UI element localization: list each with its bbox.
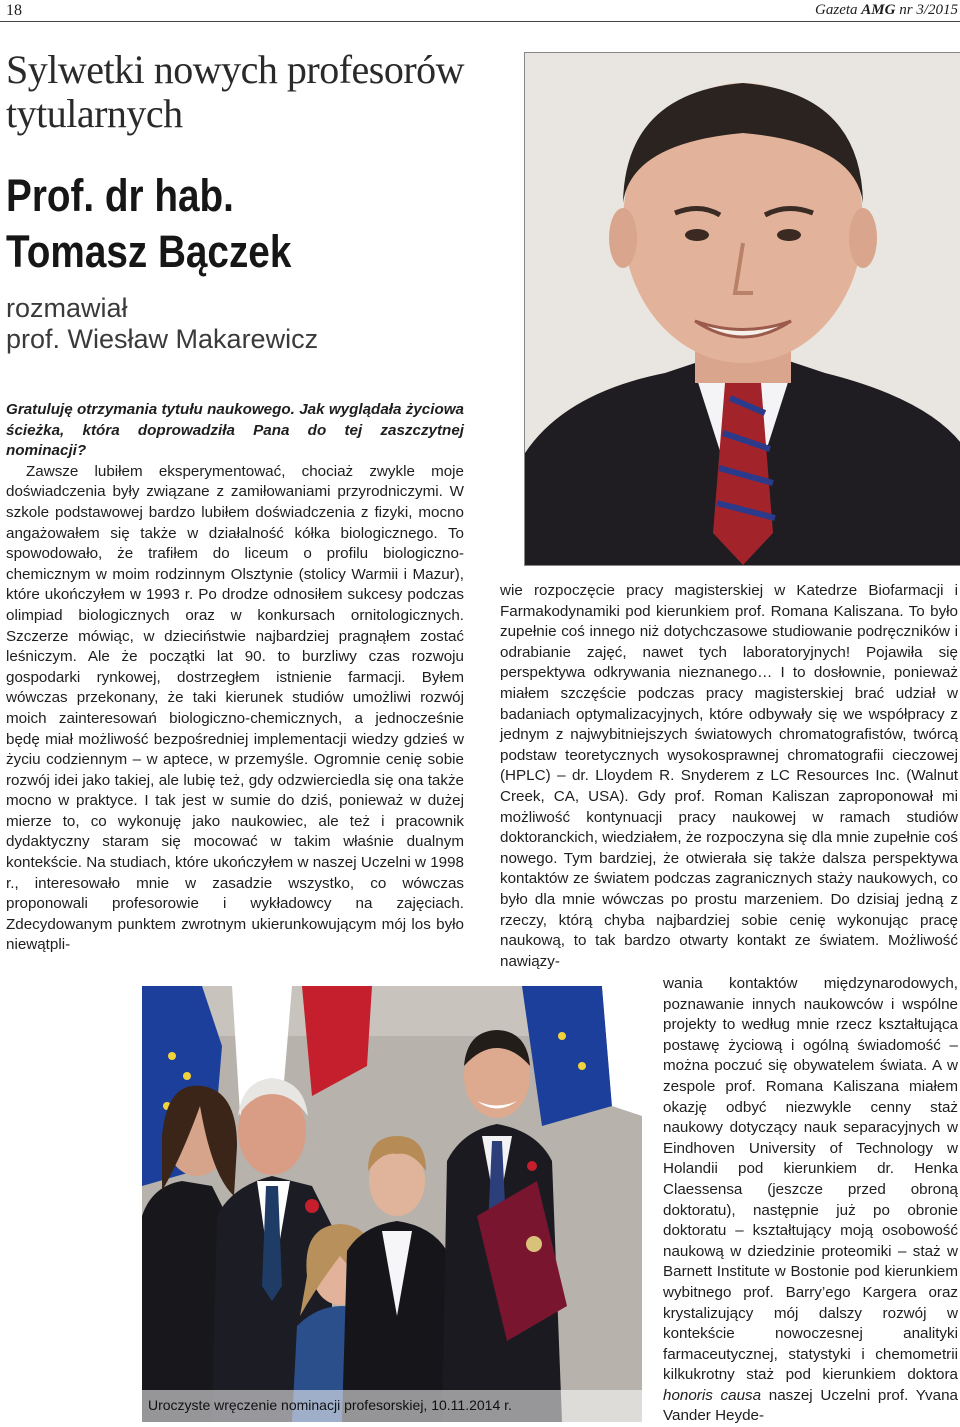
answer-continued: wie rozpoczęcie pracy magisterskiej w Katedrze Biofarmacji i Farmakodynamiki pod kierunkiem prof. Romana Kaliszana. To było zupełnie coś innego niż dotychczasowe studiowanie podręczników i odrabianie zajęć, nawet tych laboratoryjnych! Pojawiła się perspektywa odkrywania nieznanego… I to dosłownie, ponieważ miałem szczęście podczas pracy magisterskiej brać udział w badaniach optymalizacyjnych, które odbywały się we współpracy z jednym z najwybitniejszych światowych chromatografistów, twórcą podstaw teoretycznych wysokosprawnej chromatografii cieczowej (HPLC) – dr. Lloydem R. Snyderem z LC Resources Inc. (Walnut Creek, CA, USA). Gdy prof. Roman Kaliszan zaproponował mi możliwość kontynuacji pracy naukowej w ramach studiów doktoranckich, wiedziałem, że rozpoczyna się dla mnie zupełnie coś nowego. Tym bardziej, że otwierała się także dalsza perspektywa kontaktów ze światem podczas zagranicznych staży naukowych, co było dla mnie wówczas po prostu marzeniem. Do dzisiaj jedną z rzeczy, którą chyba najbardziej sobie cenię wykonując pracę naukową, to tak bardzo otwarty kontakt ze światem. Możliwość nawiązy-	[500, 582, 958, 970]
page-number: 18	[6, 2, 22, 19]
article-column-middle	[500, 581, 958, 972]
group-photo-illustration	[142, 986, 642, 1422]
journal-name: Gazeta AMG nr 3/2015	[815, 2, 958, 18]
page-header	[0, 0, 960, 22]
professor-name: Prof. dr hab. Tomasz Bączek	[6, 170, 292, 277]
interview-question: Gratuluję otrzymania tytułu naukowego. Jak wyglądała życiowa ścieżka, która doprowadziła Pana do tej zaszczytnej nominacji?	[6, 401, 464, 460]
answer-paragraph: Zawsze lubiłem eksperymentować, chociaż zwykle moje doświadczenia były związane z zamiłowaniami przyrodniczymi. W szkole podstawowej bardzo lubiłem doświadczenia z fizyki, mocno angażowałem się także w działalność kółka biologicznego. To spowodowało, że trafiłem do liceum o profilu biologiczno-chemicznym w moim rodzinnym Olsztynie (stolicy Warmii i Mazur), które ukończyłem w 1993 r. Po drodze odnosiłem sukcesy podczas olimpiad biologicznych oraz w konkursach ornitologicznych. Szczerze mówiąc, w dzieciństwie najbardziej pragnąłem zostać leśniczym. Ale że początki lat 90. to burzliwy czas rozwoju gospodarki rynkowej, dostrzegłem istnienie farmacji. Byłem wówczas przekonany, że taki kierunek studiów umożliwi rozwój moich zainteresowań biologiczno-chemicznych, a jednocześnie będę miał możliwość bezpośredniej implementacji wiedzy gdzieś w życiu codziennym – w aptece, w przemyśle. Ogromnie cenię sobie rozwój idei jako takiej, ale lubię też, gdy odzwierciedla się ona także mocno w praktyce. I tak jest w sumie do dziś, ponieważ w dużej mierze to, co wykonuję jako naukowiec, ale też i pracownik dydaktyczny staram się mocować w takim właśnie dualnym kontekście. Na studiach, które ukończyłem w naszej Uczelni w 1998 r., interesowało mnie w zasadzie wszystko, co wówczas proponowali profesorowie i wykładowcy na zajęciach. Zdecydowanym punktem zwrotnym ukierunkowującym mój los było niewątpli-	[6, 462, 464, 954]
article-column-left	[6, 400, 464, 956]
byline: rozmawiał prof. Wiesław Makarewicz	[6, 293, 319, 354]
portrait-illustration	[525, 53, 960, 565]
article-column-right	[663, 974, 958, 1427]
photo-caption: Uroczyste wręczenie nominacji profesorskiej, 10.11.2014 r.	[148, 1397, 512, 1413]
portrait-photo	[524, 52, 960, 566]
header-rule	[0, 21, 960, 22]
answer-continued-right: wania kontaktów międzynarodowych, poznawanie innych naukowców i wspólne projekty to według mnie rzecz kształtująca postawę życiową i ogólną świadomość – można poczuć się obywatelem świata. A w zespole prof. Romana Kaliszana miałem okazję odbyć niezwykle cenny staż naukowy dotyczący nauk separacyjnych w Eindhoven University of Technology w Holandii pod kierunkiem dr. Henka Claessensa (jeszcze przed obroną doktoratu), następnie już po obronie doktoratu – kształtujący moją osobowość naukową w dziedzinie proteomiki – staż w Barnett Institute w Bostonie pod kierunkiem wybitnego prof. Barry’ego Kargera oraz krystalizujący mój dalszy rozwój w kontekście nowoczesnej analityki farmaceutycznej, statystyki i chemometrii kilkukrotny staż pod kierunkiem doktora honoris causa naszej Uczelni prof. Yvana Vander Heyde-	[663, 975, 958, 1425]
group-photo	[142, 986, 642, 1422]
section-title: Sylwetki nowych profesorów tytularnych	[6, 47, 465, 136]
